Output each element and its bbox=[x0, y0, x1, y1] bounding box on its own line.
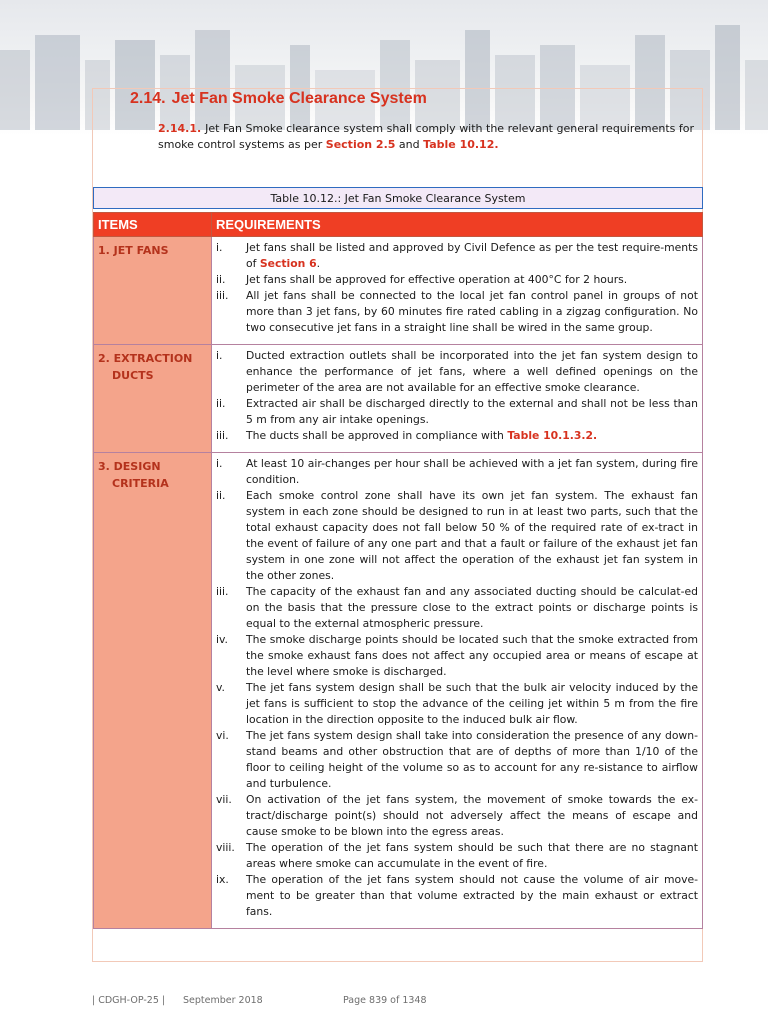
requirement-number: viii. bbox=[216, 841, 235, 854]
intro-text: Jet Fan Smoke clearance system shall comply with the relevant general requirements for smoke control systems as per bbox=[158, 122, 695, 151]
requirement-text: Extracted air shall be discharged directly to the external and shall not be less than 5 m from any air intake openings. bbox=[246, 397, 698, 426]
items-header: ITEMS bbox=[94, 213, 212, 237]
requirement-text-wrapper bbox=[246, 396, 698, 428]
requirement-item bbox=[216, 584, 698, 632]
footer-doc-id: | CDGH-OP-25 | bbox=[92, 995, 166, 1006]
requirement-number: iii. bbox=[216, 585, 229, 598]
requirement-item bbox=[216, 428, 698, 444]
requirement-item bbox=[216, 240, 698, 272]
requirements-list bbox=[216, 456, 698, 920]
requirement-text-wrapper bbox=[246, 792, 698, 840]
footer-date: September 2018 bbox=[183, 995, 263, 1006]
requirement-text: The operation of the jet fans system should not cause the volume of air move-ment to be greater than that volume extracted by the main exhaust or extract fans. bbox=[246, 873, 698, 918]
reference-link[interactable]: Table 10.1.3.2. bbox=[507, 429, 598, 442]
requirement-item bbox=[216, 632, 698, 680]
requirement-text-wrapper bbox=[246, 872, 698, 920]
requirement-text: The ducts shall be approved in compliance with bbox=[246, 429, 508, 442]
requirement-item bbox=[216, 680, 698, 728]
requirement-item bbox=[216, 840, 698, 872]
requirement-number: iv. bbox=[216, 633, 228, 646]
table-caption: Table 10.12.: Jet Fan Smoke Clearance System bbox=[93, 187, 703, 209]
requirement-number: ii. bbox=[216, 489, 226, 502]
intro-text-middle: and bbox=[395, 138, 424, 151]
requirement-text-wrapper bbox=[246, 488, 698, 584]
section-link[interactable]: Section 2.5 bbox=[325, 138, 396, 151]
requirement-text-wrapper bbox=[246, 680, 698, 728]
requirement-text: Jet fans shall be listed and approved by Civil Defence as per the test require-ments of bbox=[246, 241, 698, 270]
requirements-header: REQUIREMENTS bbox=[212, 213, 703, 237]
requirement-text-wrapper bbox=[246, 288, 698, 336]
item-cell bbox=[94, 453, 212, 929]
requirements-list bbox=[216, 348, 698, 444]
requirement-text-wrapper bbox=[246, 840, 698, 872]
requirement-number: ii. bbox=[216, 397, 226, 410]
item-cell bbox=[94, 345, 212, 453]
requirement-item bbox=[216, 272, 698, 288]
requirement-text-wrapper bbox=[246, 728, 698, 792]
requirement-number: i. bbox=[216, 241, 223, 254]
requirement-number: i. bbox=[216, 349, 223, 362]
requirement-number: v. bbox=[216, 681, 225, 694]
requirement-number: ix. bbox=[216, 873, 229, 886]
intro-number: 2.14.1. bbox=[158, 122, 202, 135]
item-label-continued: DUCTS bbox=[112, 369, 154, 382]
requirement-text: On activation of the jet fans system, the movement of smoke towards the ex-tract/discharge point(s) should not adversely affect the means of escape and cause smoke to be blown into the egress areas. bbox=[246, 793, 698, 838]
table-header-row bbox=[94, 213, 703, 237]
requirement-text-wrapper bbox=[246, 428, 698, 444]
requirement-text-wrapper bbox=[246, 456, 698, 488]
requirement-item bbox=[216, 728, 698, 792]
requirement-item bbox=[216, 456, 698, 488]
requirement-item bbox=[216, 396, 698, 428]
requirement-item bbox=[216, 872, 698, 920]
requirement-text: The jet fans system design shall take into consideration the presence of any down-stand beams and other obstruction that are of depths of more than 1/10 of the floor to ceiling height of the volume so as to account for any re-sistance to airflow and turbulence. bbox=[246, 729, 698, 790]
requirements-list bbox=[216, 240, 698, 336]
requirement-text: Each smoke control zone shall have its own jet fan system. The exhaust fan system in each zone should be designed to run in at least two parts, such that the total exhaust capacity does not fall below 50 % of the required rate of ex-tract in the event of failure of any one part and that a fault or failure of the exhaust jet fan system in one zone will not affect the operation of the exhaust jet fan system in the other zones. bbox=[246, 489, 698, 582]
requirement-text: All jet fans shall be connected to the local jet fan control panel in groups of not more than 3 jet fans, by 60 minutes fire rated cabling in a zigzag configuration. No two consecutive jet fans in a straight line shall be wired in the same group. bbox=[246, 289, 698, 334]
table-body bbox=[94, 237, 703, 929]
requirement-text: The smoke discharge points should be located such that the smoke extracted from the smoke exhaust fans does not affect any occupied area or means of escape at the level where smoke is discharged. bbox=[246, 633, 698, 678]
section-number: 2.14. bbox=[130, 90, 166, 107]
item-label-continued: CRITERIA bbox=[112, 477, 169, 490]
requirement-text-wrapper bbox=[246, 348, 698, 396]
requirement-number: ii. bbox=[216, 273, 226, 286]
table-row bbox=[94, 453, 703, 929]
requirement-item bbox=[216, 488, 698, 584]
requirement-text: The jet fans system design shall be such that the bulk air velocity induced by the jet fans is sufficient to stop the advance of the ceiling jet within 5 m from the fire location in the direction opposite to the induced bulk air flow. bbox=[246, 681, 698, 726]
requirement-item bbox=[216, 792, 698, 840]
requirement-text: Jet fans shall be approved for effective operation at 400°C for 2 hours. bbox=[246, 273, 628, 286]
requirement-number: iii. bbox=[216, 289, 229, 302]
requirement-text-end: . bbox=[316, 257, 321, 270]
requirement-item bbox=[216, 348, 698, 396]
reference-link[interactable]: Section 6 bbox=[259, 257, 317, 270]
requirement-number: vii. bbox=[216, 793, 232, 806]
requirement-text-wrapper bbox=[246, 240, 698, 272]
item-label: 2. EXTRACTION bbox=[98, 352, 193, 365]
requirement-text-wrapper bbox=[246, 584, 698, 632]
requirement-text-wrapper bbox=[246, 632, 698, 680]
intro-paragraph bbox=[158, 121, 698, 153]
requirement-number: iii. bbox=[216, 429, 229, 442]
requirement-text: Ducted extraction outlets shall be incorporated into the jet fan system design to enhance the performance of jet fans, where a well defined openings on the perimeter of the area are not available for an effective smoke clearance. bbox=[246, 349, 698, 394]
table-link[interactable]: Table 10.12. bbox=[423, 138, 499, 151]
requirement-item bbox=[216, 288, 698, 336]
requirement-number: vi. bbox=[216, 729, 229, 742]
table-row bbox=[94, 237, 703, 345]
requirement-text: The operation of the jet fans system should be such that there are no stagnant areas where smoke can accumulate in the event of fire. bbox=[246, 841, 698, 870]
requirements-cell bbox=[212, 237, 703, 345]
requirement-number: i. bbox=[216, 457, 223, 470]
item-cell bbox=[94, 237, 212, 345]
requirements-table bbox=[93, 212, 703, 929]
requirement-text: At least 10 air-changes per hour shall be achieved with a jet fan system, during fire condition. bbox=[246, 457, 698, 486]
requirements-cell bbox=[212, 453, 703, 929]
footer-page-number: Page 839 of 1348 bbox=[343, 995, 427, 1006]
requirement-text-wrapper bbox=[246, 272, 698, 288]
section-heading bbox=[130, 90, 427, 108]
section-title-text: Jet Fan Smoke Clearance System bbox=[171, 90, 427, 107]
item-label: 1. JET FANS bbox=[98, 244, 169, 257]
table-row bbox=[94, 345, 703, 453]
requirements-cell bbox=[212, 345, 703, 453]
requirement-text: The capacity of the exhaust fan and any associated ducting should be calculat-ed on the basis that the pressure close to the extract points or discharge points is equal to the external atmospheric pressure. bbox=[246, 585, 698, 630]
item-label: 3. DESIGN bbox=[98, 460, 161, 473]
